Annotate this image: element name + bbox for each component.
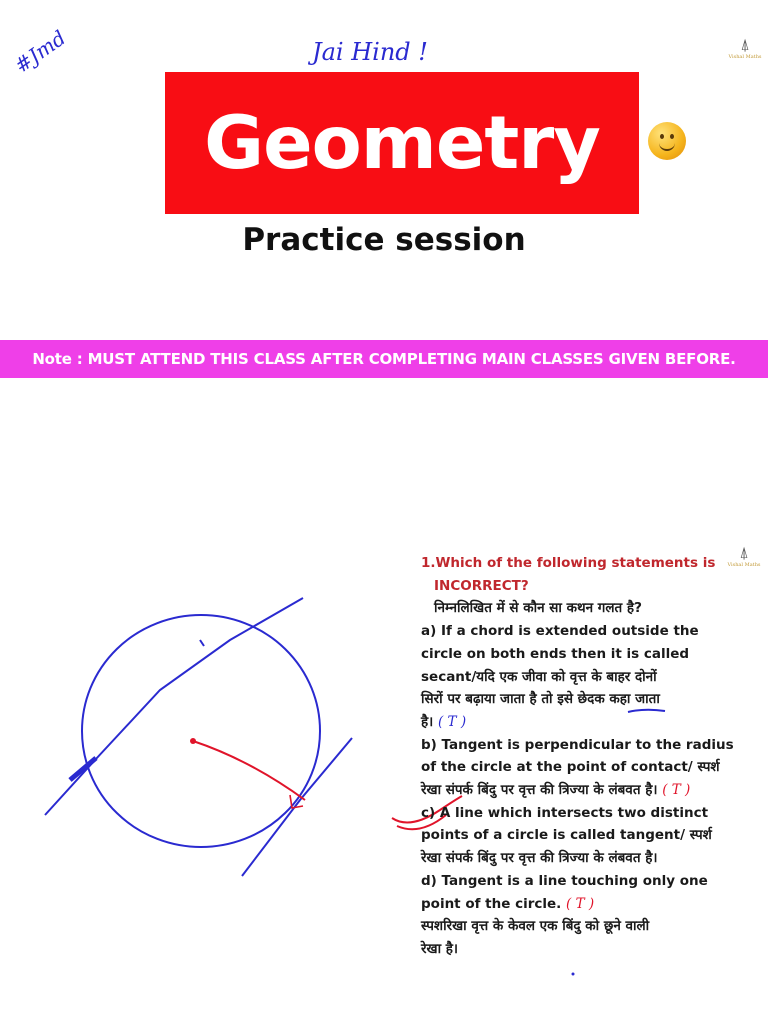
option-d-hindi-line: रेखा है। [421,940,459,957]
option-a-line: secant/यदि एक जीवा को वृत्त के बाहर दोनों [421,668,657,685]
page-subtitle: Practice session [242,222,526,258]
option-d-line-end: point of the circle. ( T ) [421,895,595,912]
option-b-line: b) Tangent is perpendicular to the radius [421,736,734,753]
option-a-line: circle on both ends then it is called [421,645,690,662]
compass-icon: ⍋ [739,543,749,562]
handwritten-true-mark: ( T ) [662,782,691,799]
option-a-line: सिरों पर बढ़ाया जाता है तो इसे छेदक कहा जाता [421,691,660,708]
question-block [421,552,763,961]
handwritten-tag: #Jmd [10,25,71,78]
option-c-line: points of a circle is called tangent/ स्पर्श [421,827,712,844]
question-title: 1.Which of the following statements is [421,555,716,571]
option-a-line: a) If a chord is extended outside the [421,623,699,640]
question-title-hindi: निम्नलिखित में से कौन सा कथन गलत है? [434,600,642,617]
option-d-hindi-line: स्पशरिखा वृत्त के केवल एक बिंदु को छूने वाली [421,918,650,935]
option-b-line-end: रेखा संपर्क बिंदु पर वृत्त की त्रिज्या के लंबवत है। ( T ) [421,782,691,799]
option-c-line: c) A line which intersects two distinct [421,804,709,821]
note-text: Note : MUST ATTEND THIS CLASS AFTER COMPLETING MAIN CLASSES GIVEN BEFORE. [32,350,736,368]
option-a-line-end: है। ( T ) [421,713,467,730]
compass-icon: ⍋ [740,35,750,54]
brand-logo-small: ⍋ Vishal Maths [724,544,764,568]
handwritten-true-mark: ( T ) [438,713,467,730]
option-c-line: रेखा संपर्क बिंदु पर वृत्त की त्रिज्या के लंबवत है। [421,850,658,867]
handwritten-true-mark: ( T ) [566,895,595,912]
option-d-line: d) Tangent is a line touching only one [421,872,708,889]
radius-line [193,741,305,800]
brand-logo: ⍋ Vishal Maths [725,36,765,60]
option-b-line: of the circle at the point of contact/ स्पर्श [421,759,720,776]
circle-drawing [82,615,320,847]
handwritten-greeting: Jai Hind ! [312,38,428,66]
question-title-line2: INCORRECT? [434,577,529,594]
page-title: Geometry [204,100,600,186]
